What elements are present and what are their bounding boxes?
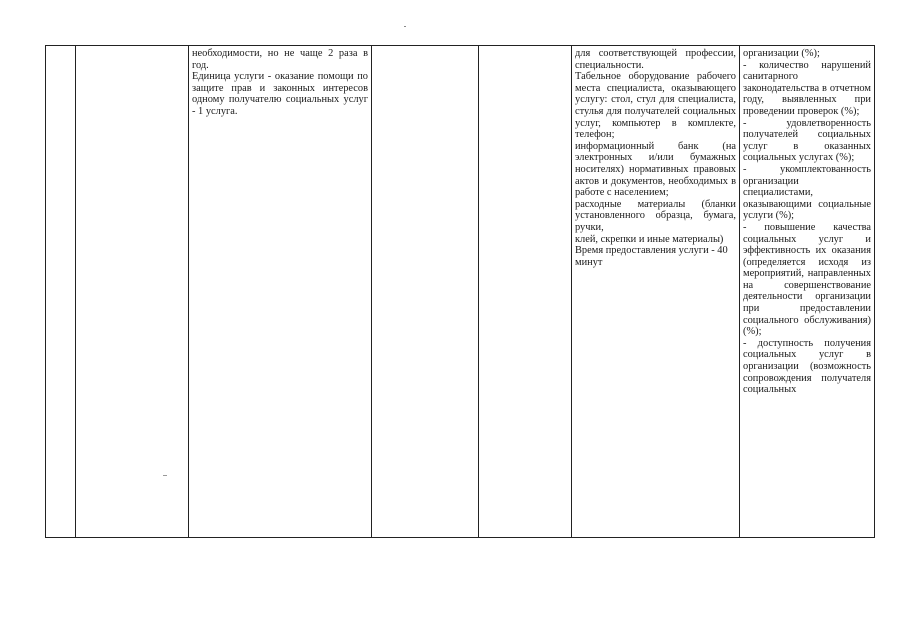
paragraph: для соответствующей профессии, специальности. <box>575 48 736 71</box>
cell-conditions <box>572 46 740 538</box>
paragraph: Табельное оборудование рабочего места специалиста, оказывающего услугу: стол, стул для специалиста, стулья для получателей социальных услуг, компьютер в комплекте, телефон; <box>575 71 736 141</box>
cell-quality-indicators <box>740 46 875 538</box>
services-table <box>45 45 875 538</box>
scan-speck <box>404 26 406 27</box>
paragraph: - удовлетворенность получателей социальных услуг в оказанных социальных услугах (%); <box>743 117 871 164</box>
paragraph: Единица услуги - оказание помощи по защите прав и законных интересов одному получателю социальных услуг - 1 услуга. <box>192 71 368 117</box>
paragraph: - укомплектованность организации специалистами, оказывающими социальные услуги (%); <box>743 163 871 222</box>
paragraph: организации (%); <box>743 48 820 59</box>
paragraph: необходимости, но не чаще 2 раза в год. <box>192 48 368 71</box>
paragraph: информационный банк (на электронных и/или бумажных носителях) нормативных правовых актов и документов, необходимых в работе с населением; <box>575 140 736 199</box>
cell-number <box>46 46 76 538</box>
paragraph: расходные материалы (бланки установленного образца, бумага, ручки, <box>575 198 736 233</box>
paragraph: Время предоставления услуги - 40 минут <box>575 245 728 268</box>
cell-service-name <box>76 46 189 538</box>
paragraph: клей, скрепки и иные материалы) <box>575 233 724 245</box>
paragraph: - повышение качества социальных услуг и эффективность их оказания (определяется исходя из мероприятий, направленных на совершенствование деятельности организации при предоставлении социального обслуживания) (%); <box>743 221 871 338</box>
paragraph: - количество нарушений санитарного законодательства в отчетном году, выявленных при проведении проверок (%); <box>743 59 871 117</box>
cell-deadline <box>372 46 479 538</box>
table-row <box>46 46 875 538</box>
paragraph: - доступность получения социальных услуг в организации (возможность сопровождения получателя социальных <box>743 337 871 396</box>
cell-service-description <box>189 46 372 538</box>
cell-rate <box>479 46 572 538</box>
